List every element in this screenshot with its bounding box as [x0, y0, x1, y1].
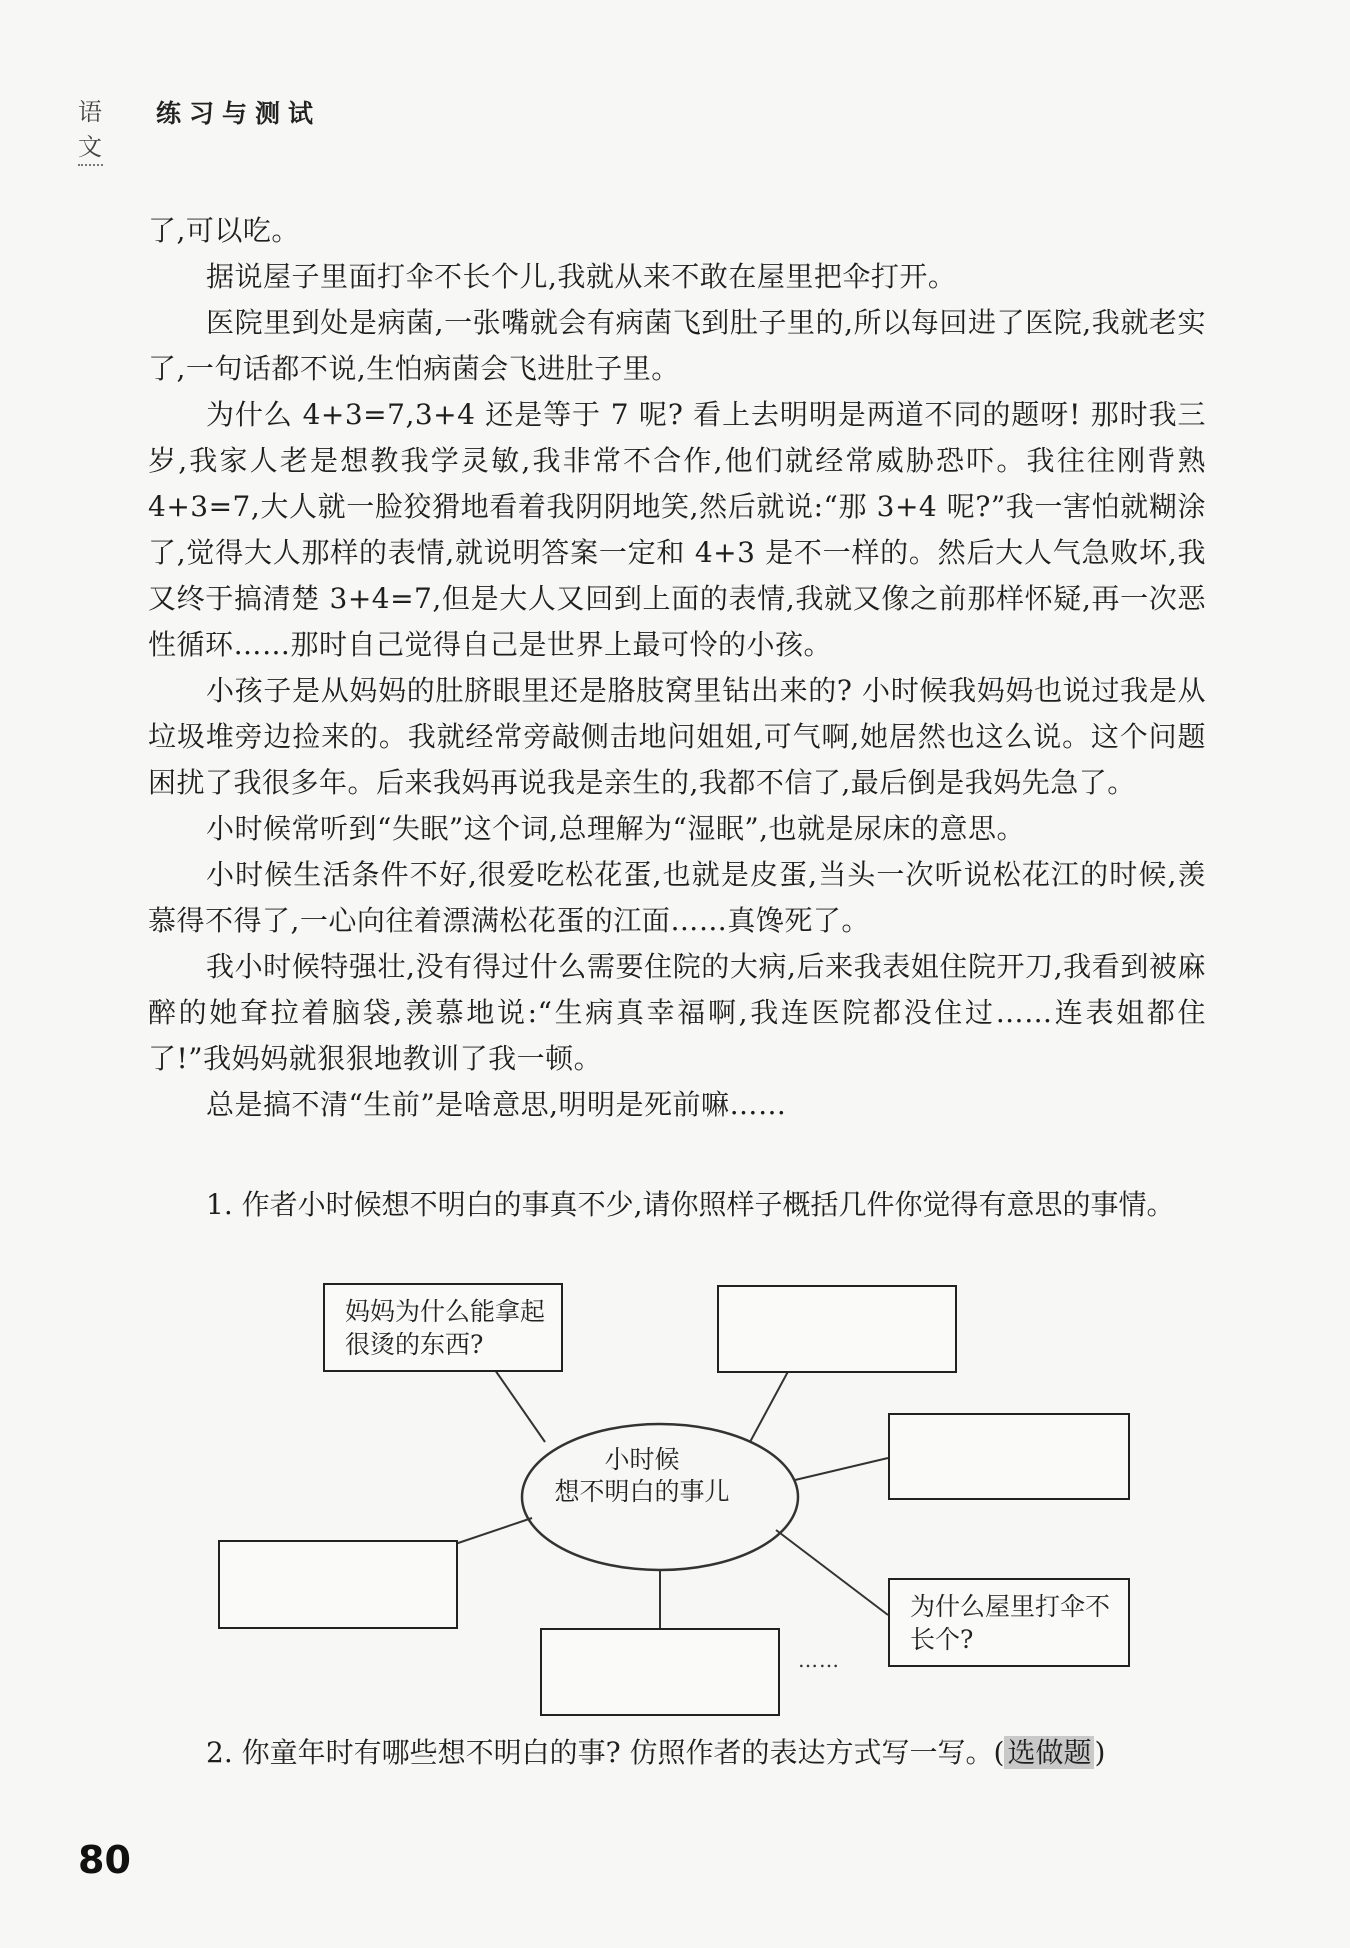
example-box-bottom-right: 为什么屋里打伞不长个? — [888, 1578, 1130, 1667]
answer-box-left[interactable] — [218, 1540, 458, 1629]
paragraph: 小孩子是从妈妈的肚脐眼里还是胳肢窝里钻出来的? 小时候我妈妈也说过我是从垃圾堆旁边捡来的。我就经常旁敲侧击地问姐姐,可气啊,她居然也这么说。这个问题困扰了我很多年。后来我妈再说我是亲生的,我都不信了,最后倒是我妈先急了。 — [148, 674, 1206, 799]
diagram-ellipsis: …… — [798, 1648, 840, 1672]
answer-box-top-right[interactable] — [717, 1285, 957, 1373]
center-topic-line: 小时候 — [604, 1445, 680, 1474]
center-topic — [522, 1444, 762, 1508]
question-1: 1. 作者小时候想不明白的事真不少,请你照样子概括几件你觉得有意思的事情。 — [206, 1188, 1175, 1221]
connector-line — [495, 1370, 545, 1442]
question-2 — [148, 1730, 1206, 1776]
connector-line — [795, 1458, 888, 1480]
paragraph: 小时候生活条件不好,很爱吃松花蛋,也就是皮蛋,当头一次听说松花江的时候,羡慕得不得了,一心向往着漂满松花蛋的江面……真馋死了。 — [148, 858, 1206, 937]
subject-label: 语文 — [78, 92, 103, 166]
center-topic-line: 想不明白的事儿 — [554, 1477, 730, 1506]
paragraph: 了,可以吃。 — [148, 214, 300, 247]
paragraph: 我小时候特强壮,没有得过什么需要住院的大病,后来我表姐住院开刀,我看到被麻醉的她耷拉着脑袋,羡慕地说:“生病真幸福啊,我连医院都没住过……连表姐都住了!”我妈妈就狠狠地教训了我一顿。 — [148, 950, 1206, 1075]
page-number: 80 — [78, 1838, 131, 1882]
question-2-text: 2. 你童年时有哪些想不明白的事? 仿照作者的表达方式写一写。( — [206, 1736, 1005, 1769]
answer-box-right[interactable] — [888, 1413, 1130, 1500]
connector-line — [776, 1530, 888, 1615]
question-2-close: ) — [1094, 1736, 1106, 1769]
paragraph: 为什么 4+3=7,3+4 还是等于 7 呢? 看上去明明是两道不同的题呀! 那时我三岁,我家人老是想教我学灵敏,我非常不合作,他们就经常威胁恐吓。我往往刚背熟 4+3=7,大人就一脸狡猾地看着我阴阴地笑,然后就说:“那 3+4 呢?”我一害怕就糊涂了,觉得大人那样的表情,就说明答案一定和 4+3 是不一样的。然后大人气急败坏,我又终于搞清楚 3+4=7,但是大人又回到上面的表情,我就又像之前那样怀疑,再一次恶性循环……那时自己觉得自己是世界上最可怜的小孩。 — [148, 398, 1206, 661]
example-box-top-left: 妈妈为什么能拿起很烫的东西? — [323, 1283, 563, 1372]
answer-box-bottom[interactable] — [540, 1628, 780, 1716]
optional-tag: 选做题 — [1004, 1736, 1094, 1769]
paragraph: 据说屋子里面打伞不长个儿,我就从来不敢在屋里把伞打开。 — [206, 260, 957, 293]
paragraph: 小时候常听到“失眠”这个词,总理解为“湿眠”,也就是尿床的意思。 — [206, 812, 1026, 845]
paragraph: 总是搞不清“生前”是啥意思,明明是死前嘛…… — [206, 1088, 787, 1121]
book-title: 练习与测试 — [156, 99, 322, 128]
paragraph: 医院里到处是病菌,一张嘴就会有病菌飞到肚子里的,所以每回进了医院,我就老实了,一句话都不说,生怕病菌会飞进肚子里。 — [148, 306, 1206, 385]
reading-passage — [148, 208, 1206, 1128]
